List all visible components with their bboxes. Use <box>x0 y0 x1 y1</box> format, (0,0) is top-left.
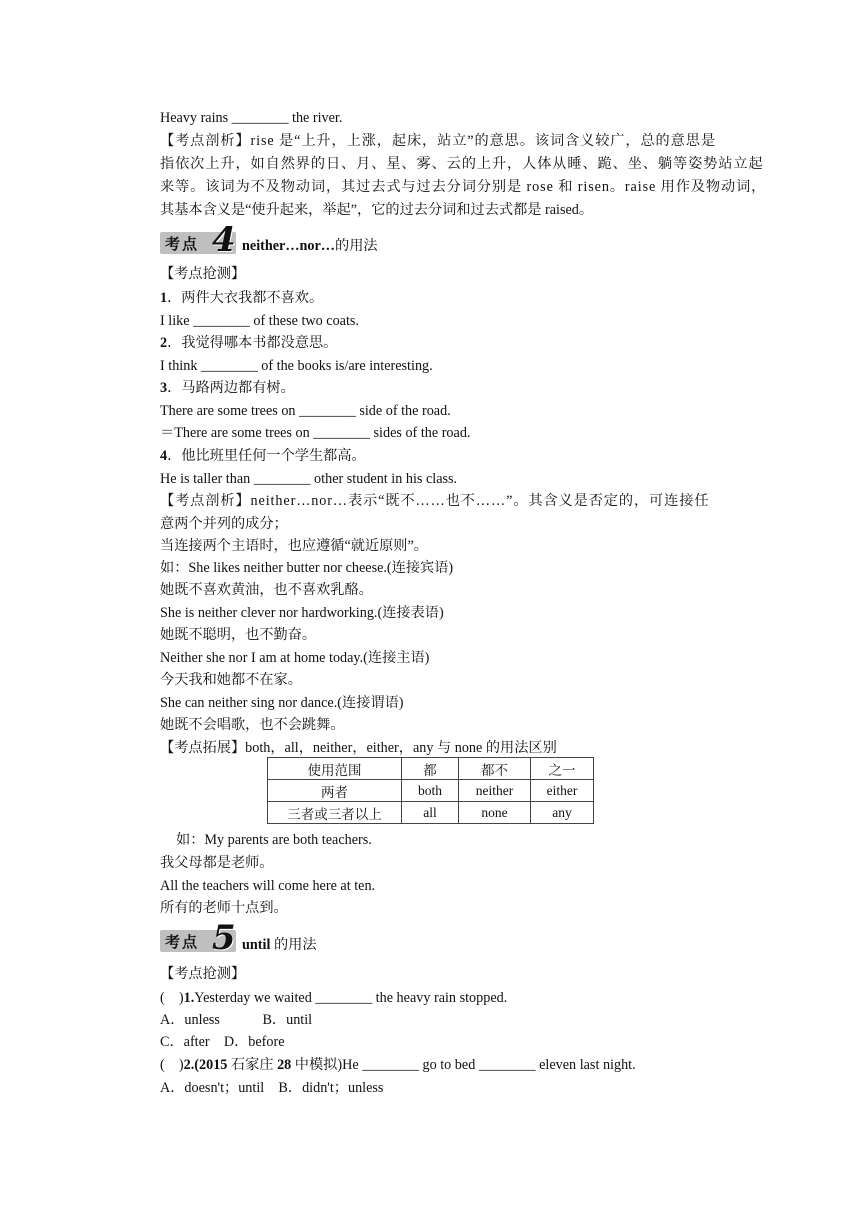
section-title-zh: 的用法 <box>335 238 378 254</box>
example-en: She is neither clever nor hardworking.(连接表语) <box>160 605 444 621</box>
example-zh: 她既不聪明，也不勤奋。 <box>160 627 317 643</box>
analysis-text: 其基本含义是“使升起来，举起”，它的过去分词和过去式都是 raised。 <box>160 202 594 218</box>
choice-options: A．doesn't；until B．didn't；unless <box>160 1080 384 1096</box>
section-title-en: until <box>242 937 271 953</box>
analysis-text: 【考点剖析】rise 是“上升，上涨，起床，站立”的意思。该词含义较广，总的意思是 <box>160 133 716 149</box>
choice-question <box>160 988 507 1008</box>
question-number: 2 <box>160 335 168 351</box>
question-text: Yesterday we waited ________ the heavy rain stopped. <box>194 990 508 1006</box>
example-en: 如：She likes neither butter nor cheese.(连接宾语) <box>160 560 454 576</box>
table-cell: any <box>531 802 594 824</box>
question-number: 1 <box>160 290 168 306</box>
section-badge <box>160 220 236 260</box>
question-number: 1. <box>183 990 195 1006</box>
section-title-zh: 的用法 <box>270 937 317 953</box>
section-title-en: neither…nor… <box>242 238 335 254</box>
table-header-cell: 使用范围 <box>268 758 402 780</box>
table-row <box>268 780 594 802</box>
table-header-cell: 之一 <box>531 758 594 780</box>
question-source: 中模拟 <box>291 1057 338 1073</box>
example-en: 如：My parents are both teachers. <box>176 832 372 848</box>
answer-paren: ( ) <box>160 1057 184 1073</box>
question-zh <box>160 446 366 466</box>
question-source: 石家庄 <box>227 1057 278 1073</box>
analysis-text: 指依次上升，如自然界的日、月、星、雾、云的上升，人体从睡、跪、坐、躺等姿势站立起 <box>160 156 764 172</box>
badge-label: 考点 <box>165 235 200 253</box>
example-zh: 她既不会唱歌，也不会跳舞。 <box>160 717 345 733</box>
question-number: 4 <box>160 448 168 464</box>
table-row <box>268 802 594 824</box>
table-cell: both <box>402 780 459 802</box>
section-title <box>242 235 378 255</box>
question-zh <box>160 288 323 308</box>
question-number: 2.(2015 <box>183 1057 228 1073</box>
badge-number: 4 <box>212 220 236 260</box>
table-cell: 两者 <box>268 780 402 802</box>
choice-question <box>160 1055 636 1075</box>
example-zh: 今天我和她都不在家。 <box>160 672 302 688</box>
question-zh <box>160 333 337 353</box>
question-en: He is taller than ________ other student in his class. <box>160 471 458 487</box>
badge-number: 5 <box>212 918 236 958</box>
table-cell: all <box>402 802 459 824</box>
section-badge <box>160 918 236 958</box>
example-en: She can neither sing nor dance.(连接谓语) <box>160 695 404 711</box>
analysis-text: 意两个并列的成分； <box>160 516 288 532</box>
question-number: 3 <box>160 380 168 396</box>
table-cell: either <box>531 780 594 802</box>
question-en: I think ________ of the books is/are interesting. <box>160 358 433 374</box>
example-en: All the teachers will come here at ten. <box>160 878 376 894</box>
example-zh: 她既不喜欢黄油，也不喜欢乳酪。 <box>160 582 373 598</box>
question-en: ＝There are some trees on ________ sides of the road. <box>160 425 471 441</box>
example-zh: 我父母都是老师。 <box>160 855 274 871</box>
question-text: )He ________ go to bed ________ eleven last night. <box>337 1057 636 1073</box>
question-en: I like ________ of these two coats. <box>160 313 359 329</box>
table-header-cell: 都 <box>402 758 459 780</box>
question-text: ．我觉得哪本书都没意思。 <box>167 335 338 351</box>
choice-options: C．after D．before <box>160 1034 285 1050</box>
choice-options: A．unless B．until <box>160 1012 313 1028</box>
table-header-cell: 都不 <box>459 758 531 780</box>
usage-table <box>267 757 594 824</box>
extension-heading: 【考点拓展】both，all，neither，either，any 与 none 的用法区别 <box>160 740 557 756</box>
badge-label: 考点 <box>165 933 200 951</box>
table-cell: neither <box>459 780 531 802</box>
probe-label: 【考点抢测】 <box>160 966 246 982</box>
example-zh: 所有的老师十点到。 <box>160 900 288 916</box>
analysis-text: 来等。该词为不及物动词，其过去式与过去分词分别是 rose 和 risen。raise 用作及物动词， <box>160 179 767 195</box>
question-text: ．两件大衣我都不喜欢。 <box>167 290 324 306</box>
question-zh <box>160 378 295 398</box>
table-header-row <box>268 758 594 780</box>
table-cell: 三者或三者以上 <box>268 802 402 824</box>
exercise-line: Heavy rains ________ the river. <box>160 110 343 126</box>
question-text: ．他比班里任何一个学生都高。 <box>167 448 366 464</box>
analysis-text: 【考点剖析】neither…nor…表示“既不……也不……”。其含义是否定的，可连接任 <box>160 493 710 509</box>
rule-text: 当连接两个主语时，也应遵循“就近原则”。 <box>160 538 428 554</box>
example-en: Neither she nor I am at home today.(连接主语) <box>160 650 430 666</box>
section-title <box>242 934 317 954</box>
question-source-number: 28 <box>277 1057 292 1073</box>
question-text: ．马路两边都有树。 <box>167 380 295 396</box>
question-en: There are some trees on ________ side of the road. <box>160 403 451 419</box>
probe-label: 【考点抢测】 <box>160 266 246 282</box>
table-cell: none <box>459 802 531 824</box>
answer-paren: ( ) <box>160 990 184 1006</box>
